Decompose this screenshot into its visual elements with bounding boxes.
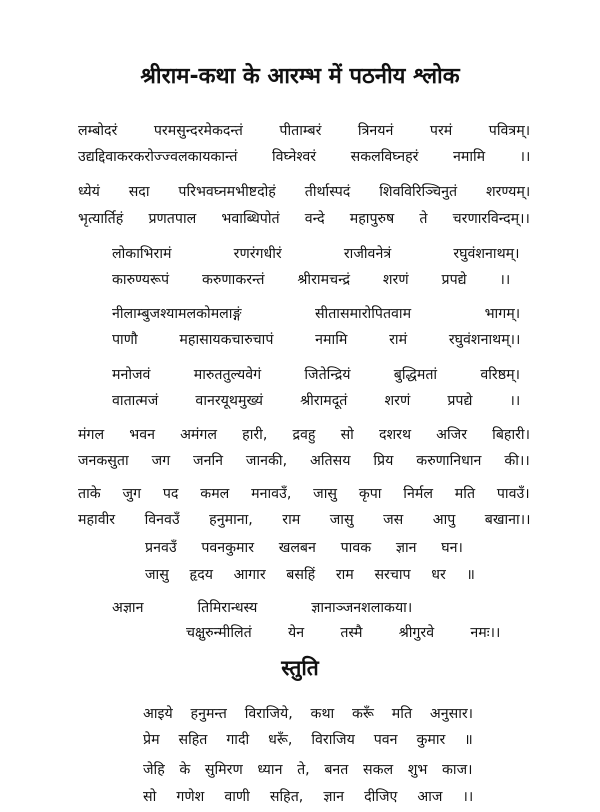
stuti-line: आइये हनुमन्त विराजिये, कथा करूँ मति अनुसार।	[143, 706, 474, 722]
verse-line: लोकाभिरामं रणरंगधीरं राजीवनेत्रं रघुवंशनाथम्।	[112, 246, 520, 262]
verse-line: भृत्यार्तिहं प्रणतपाल भवाब्धिपोतं वन्दे महापुरुष ते चरणारविन्दम्।।	[78, 211, 530, 227]
verse-line: नीलाम्बुजश्यामलकोमलाङ्गं सीतासमारोपितवाम भागम्।	[112, 306, 521, 322]
stuti-line: जेहि के सुमिरण ध्यान ते, बनत सकल शुभ काज।	[143, 762, 473, 778]
verse-line: पाणौ महासायकचारुचापं नमामि रामं रघुवंशनाथम्।।	[112, 332, 521, 348]
section-title: स्तुति	[281, 656, 319, 680]
verse-line: उद्यद्दिवाकरकरोज्ज्वलकायकान्तं विघ्नेश्वरं सकलविघ्नहरं नमामि ।।	[78, 149, 531, 165]
verse-line: चक्षुरुन्मीलितं येन तस्मै श्रीगुरवे नमः।।	[186, 625, 501, 641]
stuti-line: प्रेम सहित गादी धरूँ, विराजिय पवन कुमार ॥	[143, 732, 473, 748]
verse-line: लम्बोदरं परमसुन्दरमेकदन्तं पीताम्बरं त्रिनयनं परमं पवित्रम्।	[78, 123, 531, 139]
verse-line: महावीर विनवउँ हनुमाना, राम जासु जस आपु बखाना।।	[78, 512, 531, 528]
verse-line: जनकसुता जग जननि जानकी, अतिसय प्रिय करुणानिधान की।।	[78, 453, 530, 469]
verse-line: मंगल भवन अमंगल हारी, द्रवहु सो दशरथ अजिर बिहारी।	[78, 427, 530, 443]
verse-line: वातात्मजं वानरयूथमुख्यं श्रीरामदूतं शरणं प्रपद्ये ।।	[112, 393, 521, 409]
verse-line: अज्ञान तिमिरान्धस्य ज्ञानाञ्जनशलाकया।	[112, 600, 413, 616]
stuti-line: सो गणेश वाणी सहित, ज्ञान दीजिए आज ।।	[143, 789, 474, 805]
verse-line: प्रनवउँ पवनकुमार खलबन पावक ज्ञान घन।	[145, 540, 463, 556]
verse-line: मनोजवं मारुततुल्यवेगं जितेन्द्रियं बुद्धिमतां वरिष्ठम्।	[112, 367, 520, 383]
verse-line: ताके जुग पद कमल मनावउँ, जासु कृपा निर्मल मति पावउँ।	[78, 486, 530, 502]
verse-line: कारुण्यरूपं करुणाकरन्तं श्रीरामचन्द्रं शरणं प्रपद्ये ।।	[112, 272, 511, 288]
page-title: श्रीराम-कथा के आरम्भ में पठनीय श्लोक	[140, 64, 460, 89]
verse-line: ध्येयं सदा परिभवघ्नमभीष्टदोहं तीर्थास्पदं शिवविरिञ्चिनुतं शरण्यम्।	[78, 184, 531, 200]
verse-line: जासु हृदय आगार बसहिं राम सरचाप धर ॥	[145, 567, 475, 583]
